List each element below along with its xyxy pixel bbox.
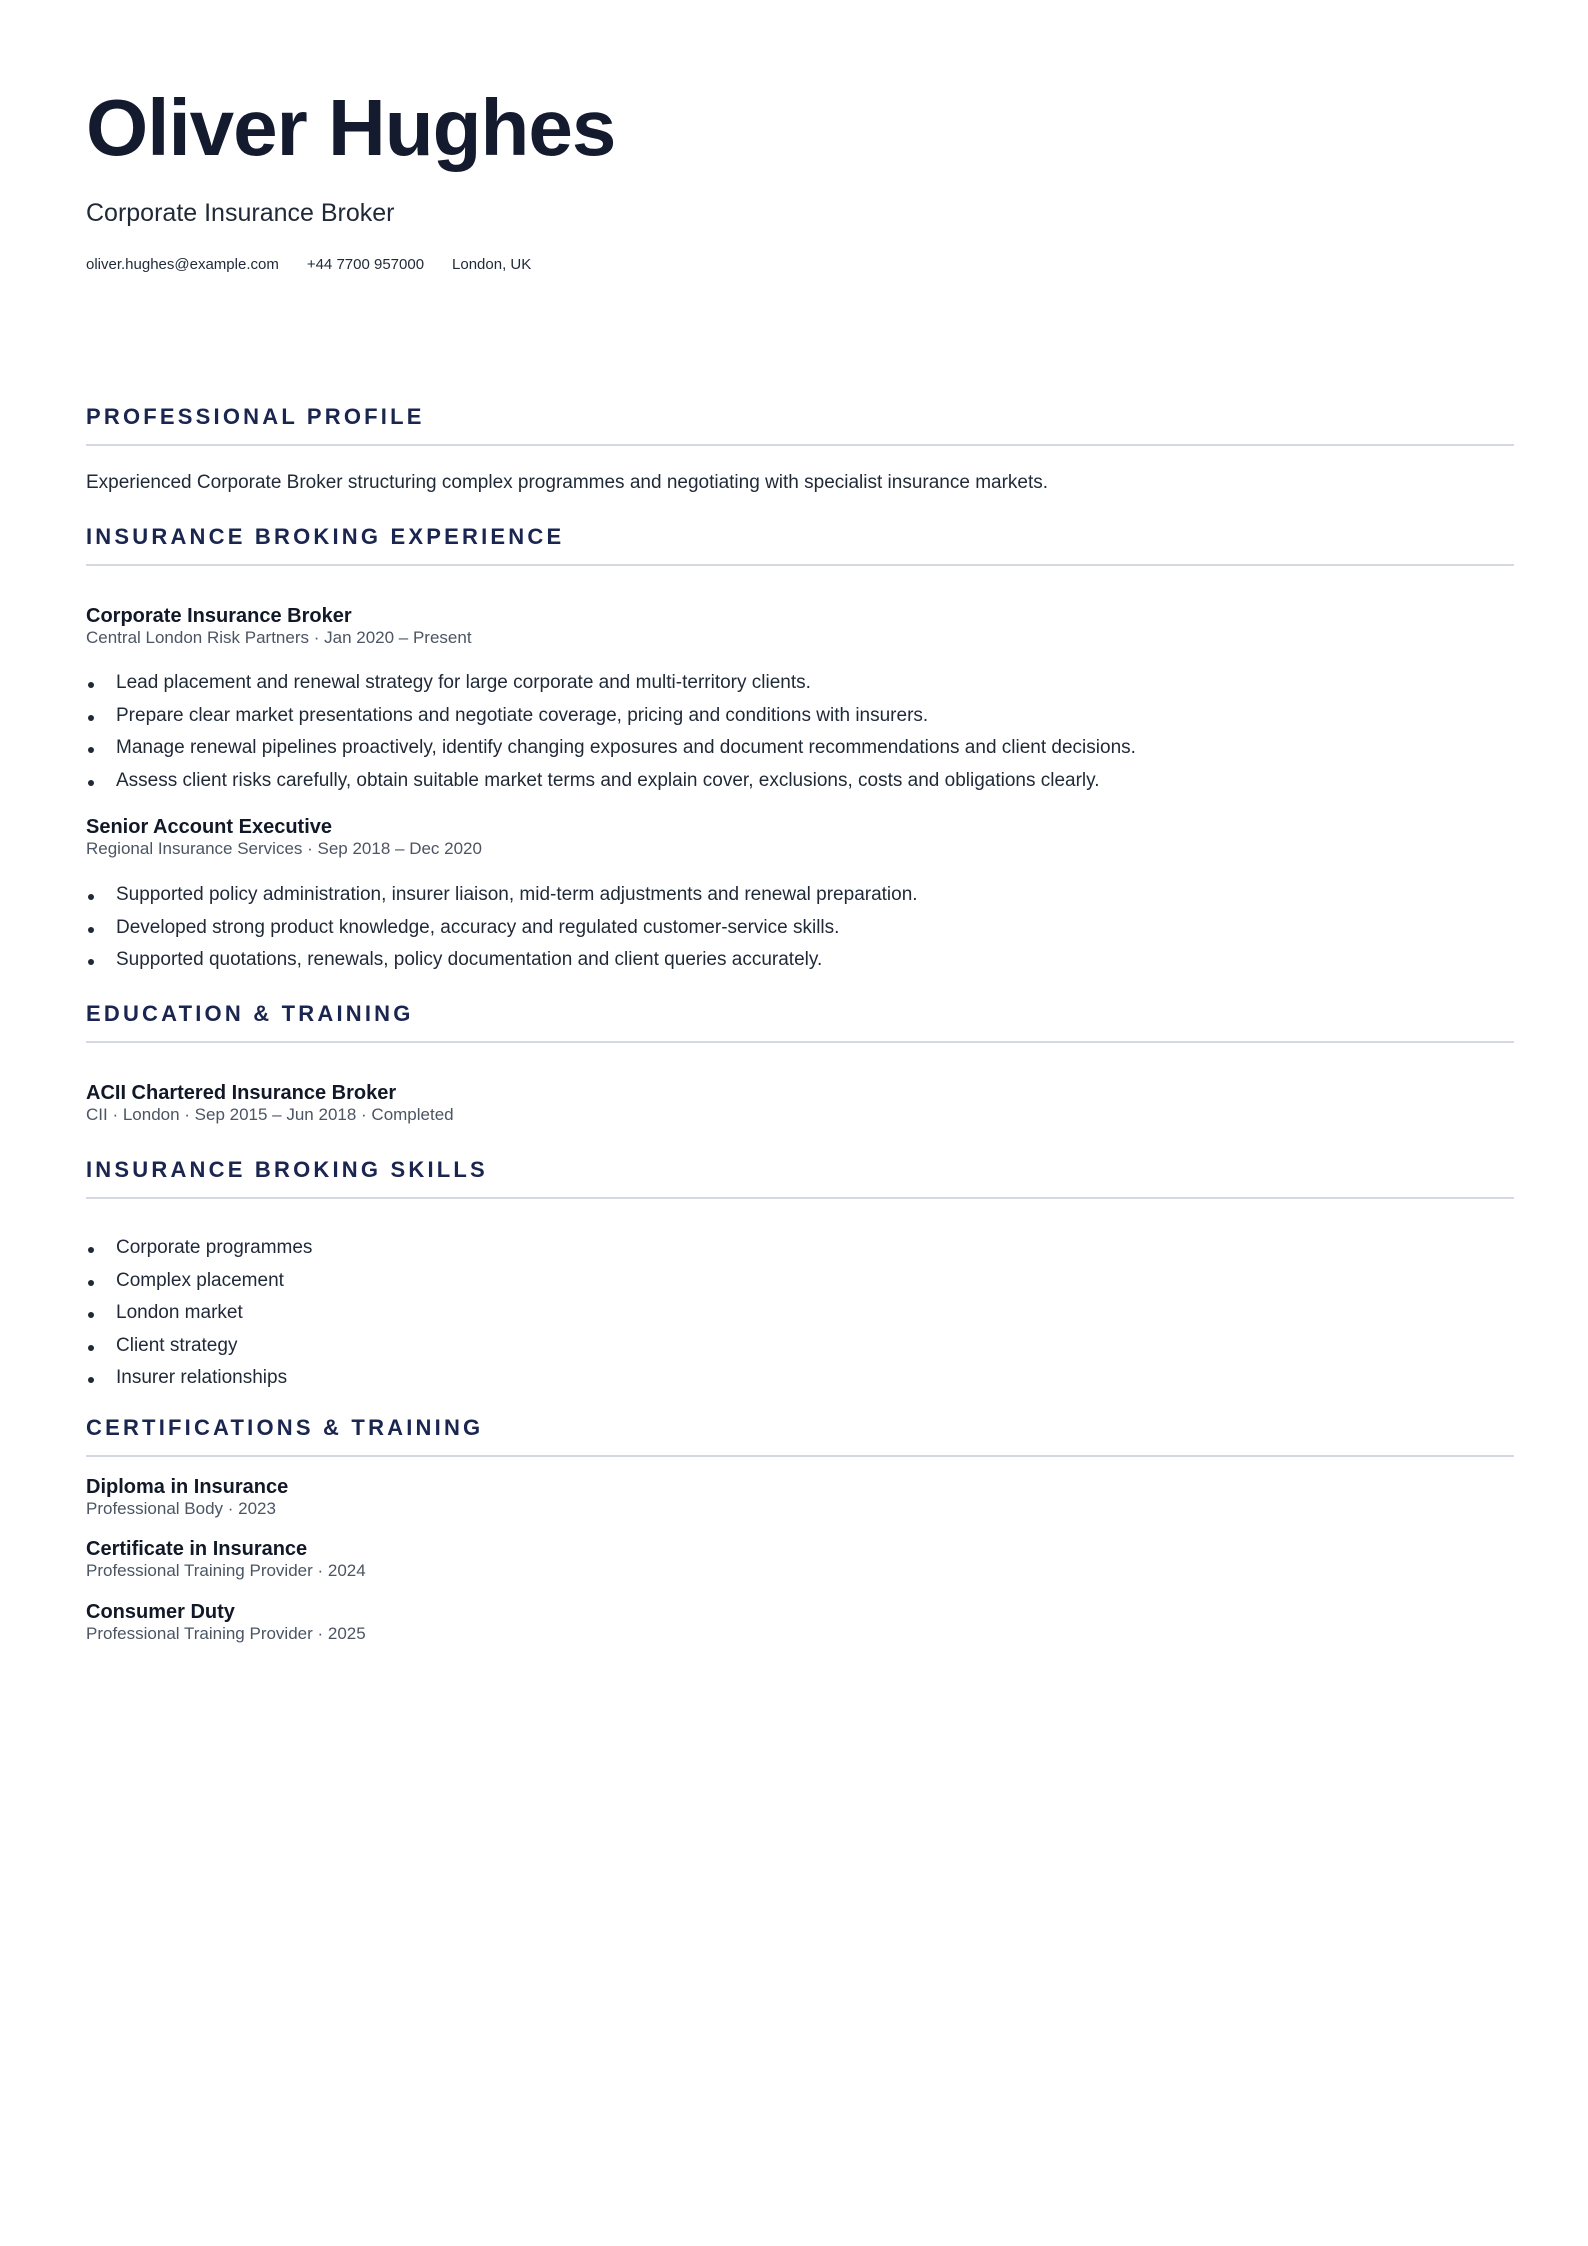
section-heading: INSURANCE BROKING EXPERIENCE <box>86 524 565 549</box>
certification-title: Consumer Duty <box>86 1601 235 1623</box>
contact-location: London, UK <box>452 256 532 273</box>
list-item: Client strategy <box>86 1335 1514 1368</box>
section-experience <box>86 524 1514 566</box>
certification-entry <box>86 1600 1514 1644</box>
certification-entry <box>86 1475 1514 1519</box>
job-bullets <box>86 672 1514 802</box>
education-entry <box>86 1081 1514 1125</box>
certification-title: Diploma in Insurance <box>86 1476 289 1498</box>
list-item: Assess client risks carefully, obtain suitable market terms and explain cover, exclusions, costs and obligations clearly. <box>86 770 1514 803</box>
profile-text: Experienced Corporate Broker structuring complex programmes and negotiating with specialist insurance markets. <box>86 472 1049 493</box>
list-item: Prepare clear market presentations and negotiate coverage, pricing and conditions with insurers. <box>86 705 1514 738</box>
list-item: Supported policy administration, insurer liaison, mid-term adjustments and renewal preparation. <box>86 884 1514 917</box>
job-entry <box>86 815 1514 859</box>
list-item: Developed strong product knowledge, accuracy and regulated customer-service skills. <box>86 917 1514 950</box>
list-item: Corporate programmes <box>86 1237 1514 1270</box>
job-bullets <box>86 884 1514 982</box>
job-entry <box>86 604 1514 648</box>
list-item: Lead placement and renewal strategy for large corporate and multi-territory clients. <box>86 672 1514 705</box>
list-item: Insurer relationships <box>86 1367 1514 1400</box>
candidate-title: Corporate Insurance Broker <box>86 199 395 227</box>
list-item: London market <box>86 1302 1514 1335</box>
job-role: Senior Account Executive <box>86 816 332 838</box>
list-item: Supported quotations, renewals, policy documentation and client queries accurately. <box>86 949 1514 982</box>
list-item: Manage renewal pipelines proactively, identify changing exposures and document recommendations and client decisions. <box>86 737 1514 770</box>
candidate-name: Oliver Hughes <box>86 83 616 172</box>
job-meta: Central London Risk Partners · Jan 2020 – Present <box>86 628 472 647</box>
contact-line <box>86 256 559 274</box>
section-divider <box>86 564 1514 566</box>
section-heading: CERTIFICATIONS & TRAINING <box>86 1415 484 1440</box>
contact-email[interactable]: oliver.hughes@example.com <box>86 256 279 273</box>
section-divider <box>86 1041 1514 1043</box>
skills-list <box>86 1237 1514 1400</box>
contact-phone[interactable]: +44 7700 957000 <box>306 256 425 273</box>
section-divider <box>86 1197 1514 1199</box>
certification-meta: Professional Training Provider · 2024 <box>86 1561 366 1580</box>
section-education <box>86 1001 1514 1043</box>
certification-meta: Professional Training Provider · 2025 <box>86 1624 366 1643</box>
education-title: ACII Chartered Insurance Broker <box>86 1082 397 1104</box>
job-meta: Regional Insurance Services · Sep 2018 – Dec 2020 <box>86 839 482 858</box>
section-heading: PROFESSIONAL PROFILE <box>86 404 425 429</box>
job-role: Corporate Insurance Broker <box>86 605 352 627</box>
section-skills <box>86 1157 1514 1199</box>
section-divider <box>86 1455 1514 1457</box>
certification-entry <box>86 1537 1514 1581</box>
list-item: Complex placement <box>86 1270 1514 1303</box>
certification-meta: Professional Body · 2023 <box>86 1499 276 1518</box>
section-heading: EDUCATION & TRAINING <box>86 1001 414 1026</box>
section-heading: INSURANCE BROKING SKILLS <box>86 1157 488 1182</box>
education-meta: CII · London · Sep 2015 – Jun 2018 · Completed <box>86 1105 454 1124</box>
section-profile <box>86 404 1514 446</box>
section-certifications <box>86 1415 1514 1457</box>
certification-title: Certificate in Insurance <box>86 1538 308 1560</box>
section-divider <box>86 444 1514 446</box>
